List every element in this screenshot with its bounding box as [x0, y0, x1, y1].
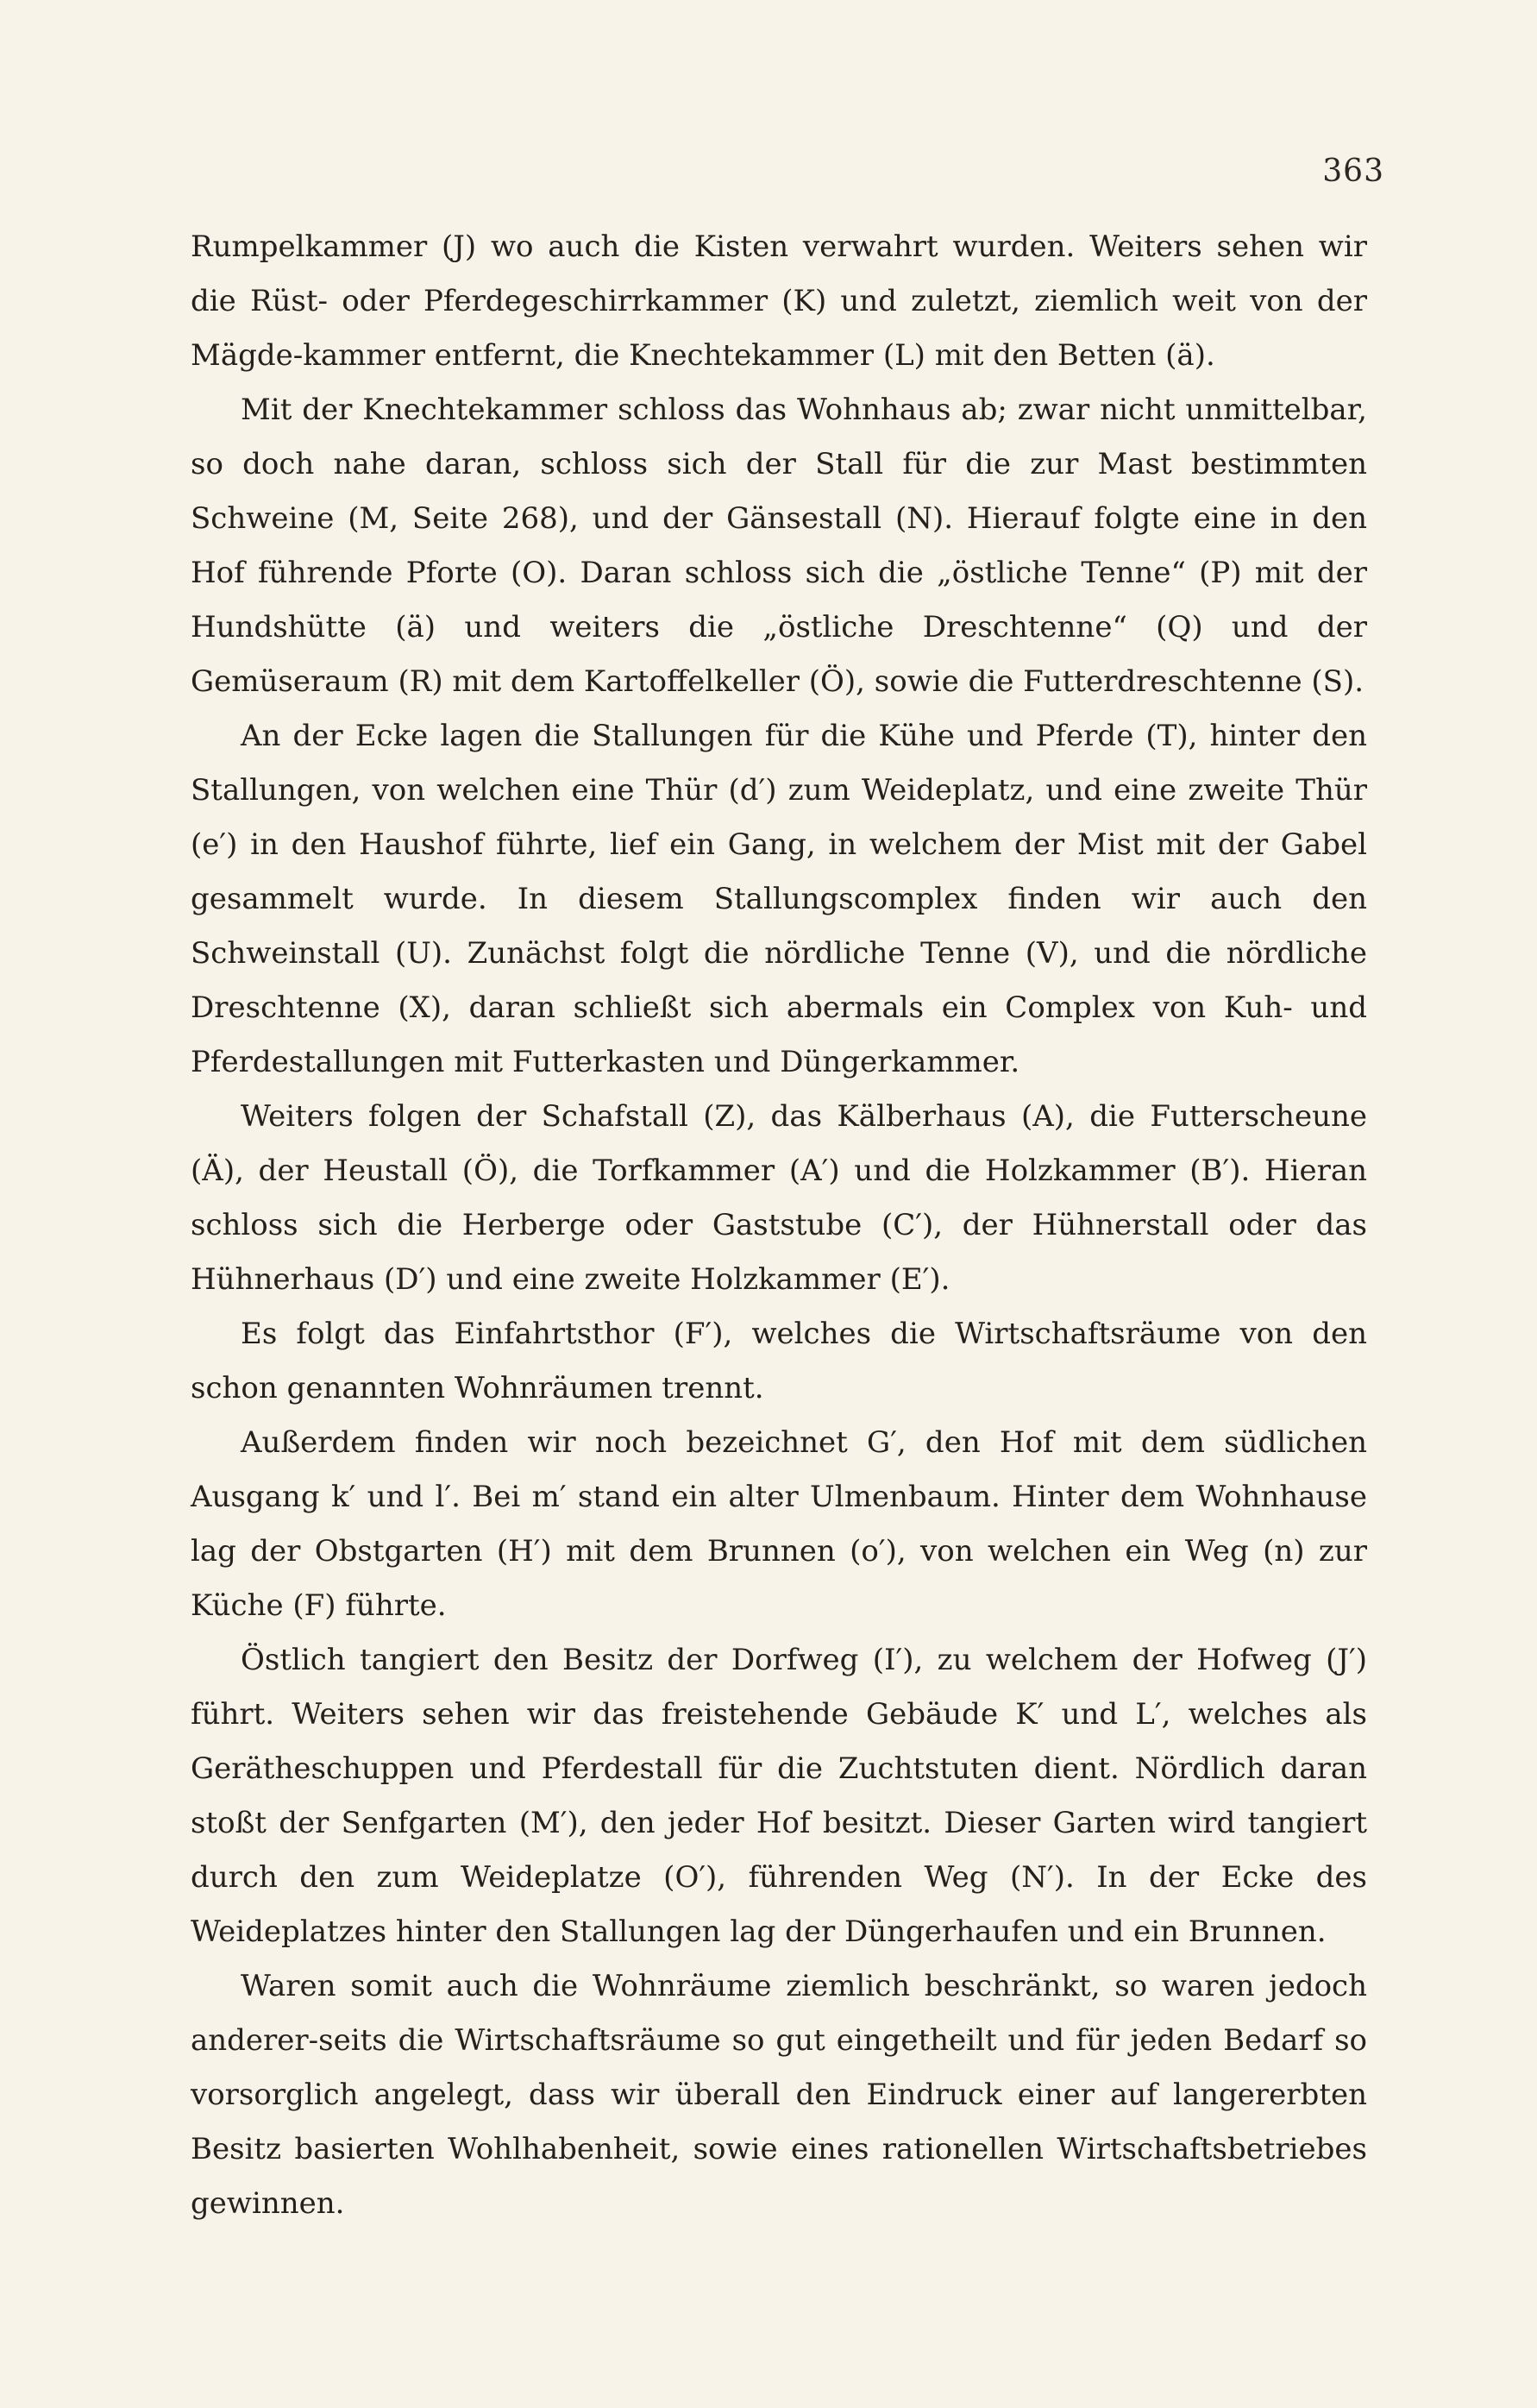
paragraph-1: Rumpelkammer (J) wo auch die Kisten verwahrt wurden. Weiters sehen wir die Rüst- oder Pferdegeschirrkammer (K) und zuletzt, ziemlich weit von der Mägde-kammer entfernt, die Knechtekammer (L) mit den Betten (ä).	[191, 229, 1367, 373]
page-number: 363	[1322, 154, 1384, 189]
text-body	[191, 220, 1367, 2231]
paragraph-8: Waren somit auch die Wohnräume ziemlich beschränkt, so waren jedoch anderer-seits die Wirtschaftsräume so gut eingetheilt und für jeden Bedarf so vorsorglich angelegt, dass wir überall den Eindruck einer auf langererbten Besitz basierten Wohlhabenheit, sowie eines rationellen Wirtschaftsbetriebes gewinnen.	[191, 1969, 1367, 2221]
paragraph-7: Östlich tangiert den Besitz der Dorfweg (I′), zu welchem der Hofweg (J′) führt. Weiters sehen wir das freistehende Gebäude K′ und L′, welches als Gerätheschuppen und Pferdestall für die Zuchtstuten dient. Nördlich daran stoßt der Senfgarten (M′), den jeder Hof besitzt. Dieser Garten wird tangiert durch den zum Weideplatze (O′), führenden Weg (N′). In der Ecke des Weideplatzes hinter den Stallungen lag der Düngerhaufen und ein Brunnen.	[191, 1643, 1367, 1949]
paragraph-4: Weiters folgen der Schafstall (Z), das Kälberhaus (A), die Futterscheune (Ä), der Heustall (Ö), die Torfkammer (A′) und die Holzkammer (B′). Hieran schloss sich die Herberge oder Gaststube (C′), der Hühnerstall oder das Hühnerhaus (D′) und eine zweite Holzkammer (E′).	[191, 1099, 1367, 1297]
paragraph-2: Mit der Knechtekammer schloss das Wohnhaus ab; zwar nicht unmittelbar, so doch nahe daran, schloss sich der Stall für die zur Mast bestimmten Schweine (M, Seite 268), und der Gänsestall (N). Hierauf folgte eine in den Hof führende Pforte (O). Daran schloss sich die „östliche Tenne“ (P) mit der Hundshütte (ä) und weiters die „östliche Dreschtenne“ (Q) und der Gemüseraum (R) mit dem Kartoffelkeller (Ö), sowie die Futterdreschtenne (S).	[191, 393, 1367, 699]
paragraph-3: An der Ecke lagen die Stallungen für die Kühe und Pferde (T), hinter den Stallungen, von welchen eine Thür (d′) zum Weideplatz, und eine zweite Thür (e′) in den Haushof führte, lief ein Gang, in welchem der Mist mit der Gabel gesammelt wurde. In diesem Stallungscomplex finden wir auch den Schweinstall (U). Zunächst folgt die nördliche Tenne (V), und die nördliche Dreschtenne (X), daran schließt sich abermals ein Complex von Kuh- und Pferdestallungen mit Futterkasten und Düngerkammer.	[191, 719, 1367, 1079]
paragraph-5: Es folgt das Einfahrtsthor (F′), welches die Wirtschaftsräume von den schon genannten Wohnräumen trennt.	[191, 1317, 1367, 1405]
paragraph-6: Außerdem finden wir noch bezeichnet G′, den Hof mit dem südlichen Ausgang k′ und l′. Bei m′ stand ein alter Ulmenbaum. Hinter dem Wohnhause lag der Obstgarten (H′) mit dem Brunnen (o′), von welchen ein Weg (n) zur Küche (F) führte.	[191, 1425, 1367, 1623]
